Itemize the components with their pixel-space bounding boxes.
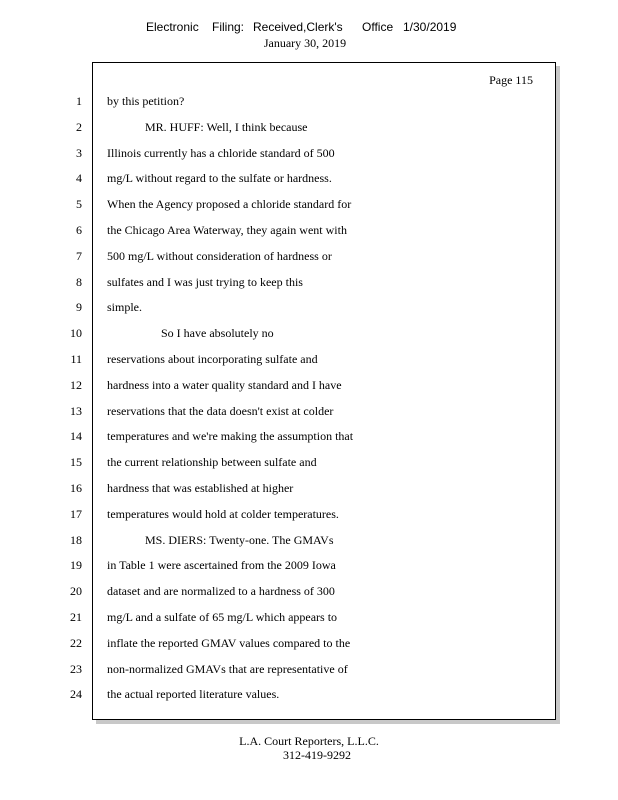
line-text: So I have absolutely no [161,326,274,341]
footer-company: L.A. Court Reporters, L.L.C. [239,734,379,748]
line-number: 5 [76,197,82,212]
line-text: dataset and are normalized to a hardness of 300 [107,584,335,599]
line-text: Illinois currently has a chloride standard of 500 [107,145,335,160]
line-number: 20 [70,584,82,599]
line-number: 7 [76,248,82,263]
line-number: 15 [70,455,82,470]
line-text: reservations that the data doesn't exist at colder [107,403,334,418]
line-number: 21 [70,610,82,624]
line-number: 19 [70,558,82,573]
stamp-date: 1/30/2019 [403,20,457,34]
line-text: MS. DIERS: Twenty-one. The GMAVs [145,532,334,547]
line-number: 6 [76,223,82,237]
line-text: mg/L without regard to the sulfate or hardness. [107,171,332,186]
filing-date-line: January 30, 2019 [263,36,347,50]
line-text: by this petition? [107,94,185,108]
page-number: Page 115 [489,73,533,87]
line-number: 3 [76,145,82,160]
line-number: 17 [70,506,82,521]
line-number: 11 [70,352,82,366]
line-text: in Table 1 were ascertained from the 2009 Iowa [107,558,336,573]
stamp-office: Office [362,20,394,34]
line-number: 4 [76,171,82,186]
footer-phone: 312-419-9292 [283,748,351,762]
line-number: 2 [76,119,82,134]
line-number: 1 [76,94,82,108]
line-text: hardness that was established at higher [107,481,294,495]
line-text: temperatures and we're making the assumption that [107,429,354,444]
line-number: 18 [70,532,82,547]
line-number: 12 [70,377,82,392]
line-text: When the Agency proposed a chloride standard for [107,197,352,212]
line-text: the current relationship between sulfate and [107,455,317,470]
line-text: 500 mg/L without consideration of hardness or [107,248,332,263]
line-text: the actual reported literature values. [107,687,280,702]
line-text: sulfates and I was just trying to keep this [107,274,303,289]
line-text: the Chicago Area Waterway, they again went with [107,223,347,237]
line-number: 23 [70,661,82,676]
line-text: temperatures would hold at colder temperatures. [107,506,339,521]
line-text: reservations about incorporating sulfate and [107,352,318,366]
line-text: hardness into a water quality standard and I have [107,377,342,392]
stamp-filing: Filing: [212,20,245,34]
line-number: 9 [76,300,82,315]
stamp-electronic: Electronic [146,20,199,34]
line-number: 22 [70,635,82,650]
electronic-filing-header [0,20,618,52]
line-number: 14 [70,429,82,444]
line-number: 13 [70,403,82,418]
line-number: 10 [70,326,82,341]
line-text: non-normalized GMAVs that are representative of [107,661,348,676]
stamp-received-clerks: Received,Clerk's [253,20,343,34]
line-text: MR. HUFF: Well, I think because [145,119,308,134]
line-number: 16 [70,481,82,495]
line-text: simple. [107,300,142,315]
line-text: mg/L and a sulfate of 65 mg/L which appears to [107,610,338,624]
line-number: 24 [70,687,82,702]
line-text: inflate the reported GMAV values compared to the [107,635,351,650]
line-number: 8 [76,274,82,289]
